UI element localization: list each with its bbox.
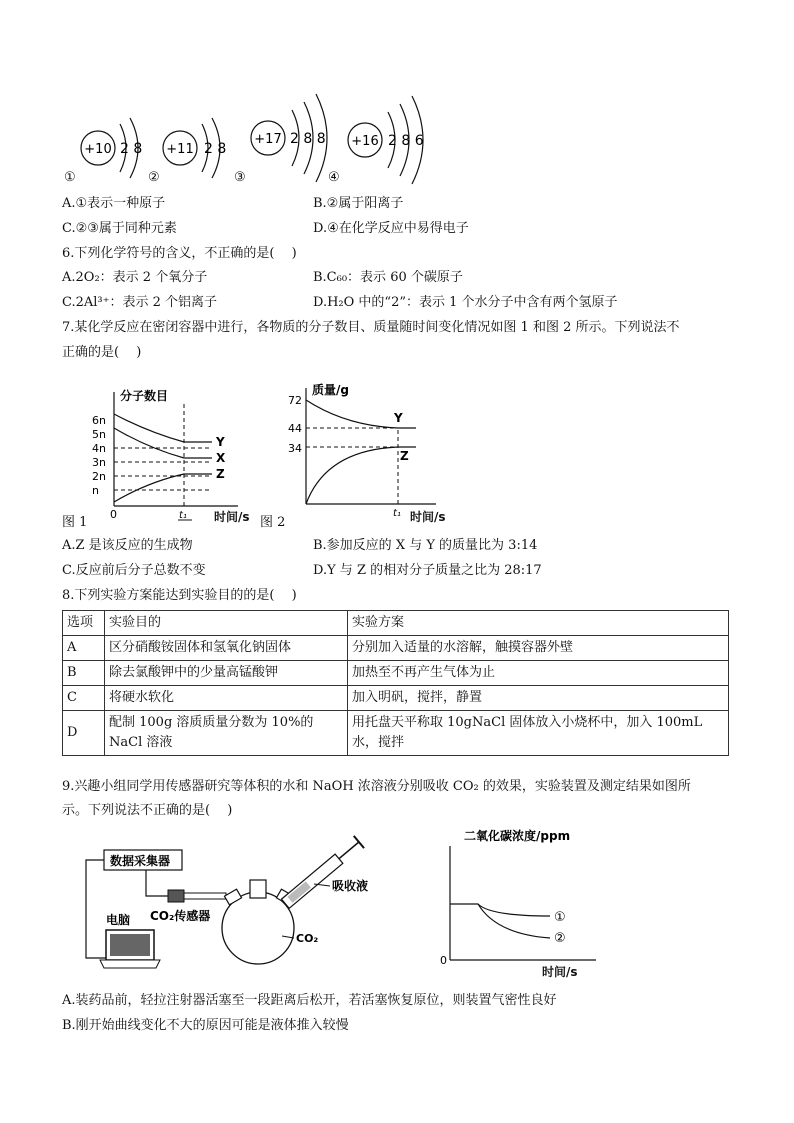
table-cell: 加热至不再产生气体为止 [348,661,729,686]
atom-diagram-4 [348,96,424,184]
q9-stem-line1: 9.兴趣小组同学用传感器研究等体积的水和 NaOH 浓溶液分别吸收 CO₂ 的效果，实验装置及测定结果如图所 [62,779,691,794]
x-tick-t1: t₁ [179,510,187,521]
q6-option-c: C.2Al³⁺：表示 2 个铝离子 [62,295,218,310]
electron-shells: 2 8 [120,141,143,157]
q6-option-d: D.H₂O 中的“2”：表示 1 个水分子中含有两个氢原子 [313,295,618,310]
y-tick-34: 34 [288,442,302,455]
syringe [280,836,364,910]
table-cell: 用托盘天平称取 10gNaCl 固体放入小烧杯中，加入 100mL 水，搅拌 [348,711,729,756]
q9-option-a: A.装药品前，轻拉注射器活塞至一段距离后松开，若活塞恢复原位，则装置气密性良好 [62,993,557,1008]
atom-label-4: ④ [328,170,340,185]
table-cell: D [63,711,105,756]
q5-option-c: C.②③属于同种元素 [62,221,177,236]
apparatus-diagram [76,828,416,978]
co2-concentration-chart [420,826,620,976]
atom-label-3: ③ [234,170,246,185]
table-cell: 除去氯酸钾中的少量高锰酸钾 [105,661,348,686]
svg-text:CO₂传感器: CO₂传感器 [150,909,211,923]
x-tick-origin: 0 [110,508,117,521]
co2-sensor [168,890,184,902]
svg-text:吸收液: 吸收液 [332,879,369,893]
figure1-x-label: 时间/s [214,510,250,524]
atom-label-1: ① [64,170,76,185]
table-cell: C [63,686,105,711]
q7-option-a: A.Z 是该反应的生成物 [62,538,193,553]
q5-option-a: A.①表示一种原子 [62,196,166,211]
y-tick-label: 5n [92,428,106,441]
table-cell: B [63,661,105,686]
q7-option-d: D.Y 与 Z 的相对分子质量之比为 28:17 [313,563,542,578]
atom-diagram-3 [251,94,327,182]
nucleus-label: +17 [254,132,282,147]
y-axis-label: 分子数目 [120,389,169,403]
figure2-label: 图 2 [260,515,286,530]
svg-text:电脑: 电脑 [106,913,131,927]
series-y-label: Y [394,411,403,425]
y-axis-label: 质量/g [312,383,349,397]
series-z-curve [114,474,212,502]
y-tick-44: 44 [288,422,302,435]
q6-option-b: B.C₆₀：表示 60 个碳原子 [313,270,463,285]
atom-diagram-1 [81,118,142,178]
header-cell: 实验目的 [105,611,348,636]
nucleus-label: +11 [166,142,194,157]
q7-option-c: C.反应前后分子总数不变 [62,563,206,578]
svg-text:数据采集器: 数据采集器 [110,854,171,868]
series-x-curve [114,428,212,458]
table-cell: 将硬水软化 [105,686,348,711]
table-cell: A [63,636,105,661]
series-y-label: Y [216,435,225,449]
figure1-molecule-count-chart [88,382,248,522]
q7-stem-line2: 正确的是( ) [62,345,142,360]
header-cell: 实验方案 [348,611,729,636]
q9-stem-line2: 示。下列说法不正确的是( ) [62,803,233,818]
curve-2-label: ② [554,931,566,946]
q6-stem: 6.下列化学符号的含义，不正确的是( ) [62,246,297,261]
table-header-row [63,611,729,636]
figure1-label: 图 1 [62,515,88,530]
co2-chart-x-label: 时间/s [542,965,578,979]
table-cell: 区分硝酸铵固体和氢氧化钠固体 [105,636,348,661]
y-tick-label: 3n [92,456,106,469]
table-row [63,661,729,686]
x-tick-t1: t₁ [393,508,401,519]
header-cell: 选项 [63,611,105,636]
curve-2 [478,904,550,938]
table-row [63,686,729,711]
y-tick-label: 6n [92,414,106,427]
nucleus-label: +16 [351,134,379,149]
atom-structure-diagrams [60,88,440,188]
y-tick-72: 72 [288,394,302,407]
y-tick-label: 4n [92,442,106,455]
q5-option-d: D.④在化学反应中易得电子 [313,221,469,236]
figure2-x-label: 时间/s [410,510,446,524]
origin-label: 0 [440,954,447,967]
q8-options-table [62,610,729,756]
y-axis-label: 二氧化碳浓度/ppm [464,829,571,843]
curve-1-label: ① [554,910,566,925]
series-x-label: X [216,451,226,465]
table-cell: 加入明矾，搅拌，静置 [348,686,729,711]
q7-stem-line1: 7.某化学反应在密闭容器中进行，各物质的分子数目、质量随时间变化情况如图 1 和图 2 所示。下列说法不 [62,320,680,335]
y-tick-label: n [92,484,99,497]
nucleus-label: +10 [84,142,112,157]
q9-option-b: B.刚开始曲线变化不大的原因可能是液体推入较慢 [62,1018,349,1033]
atom-label-2: ② [148,170,160,185]
series-z-label: Z [400,449,409,463]
electron-shells: 2 8 [204,141,227,157]
y-tick-label: 2n [92,470,106,483]
atom-diagram-2 [163,118,226,178]
q6-option-a: A.2O₂：表示 2 个氧分子 [62,270,208,285]
series-z-label: Z [216,467,225,481]
curve-1 [450,904,550,916]
figure2-mass-chart [286,380,446,520]
electron-shells: 2 8 8 [290,131,326,147]
table-cell: 分别加入适量的水溶解，触摸容器外壁 [348,636,729,661]
q7-option-b: B.参加反应的 X 与 Y 的质量比为 3:14 [313,538,538,553]
table-cell: 配制 100g 溶质质量分数为 10%的 NaCl 溶液 [105,711,348,756]
electron-shells: 2 8 6 [388,133,424,149]
table-row [63,636,729,661]
series-y-curve [114,414,212,442]
q8-stem: 8.下列实验方案能达到实验目的的是( ) [62,588,297,603]
q5-option-b: B.②属于阳离子 [313,196,404,211]
svg-text:CO₂: CO₂ [296,932,319,945]
table-row [63,711,729,756]
